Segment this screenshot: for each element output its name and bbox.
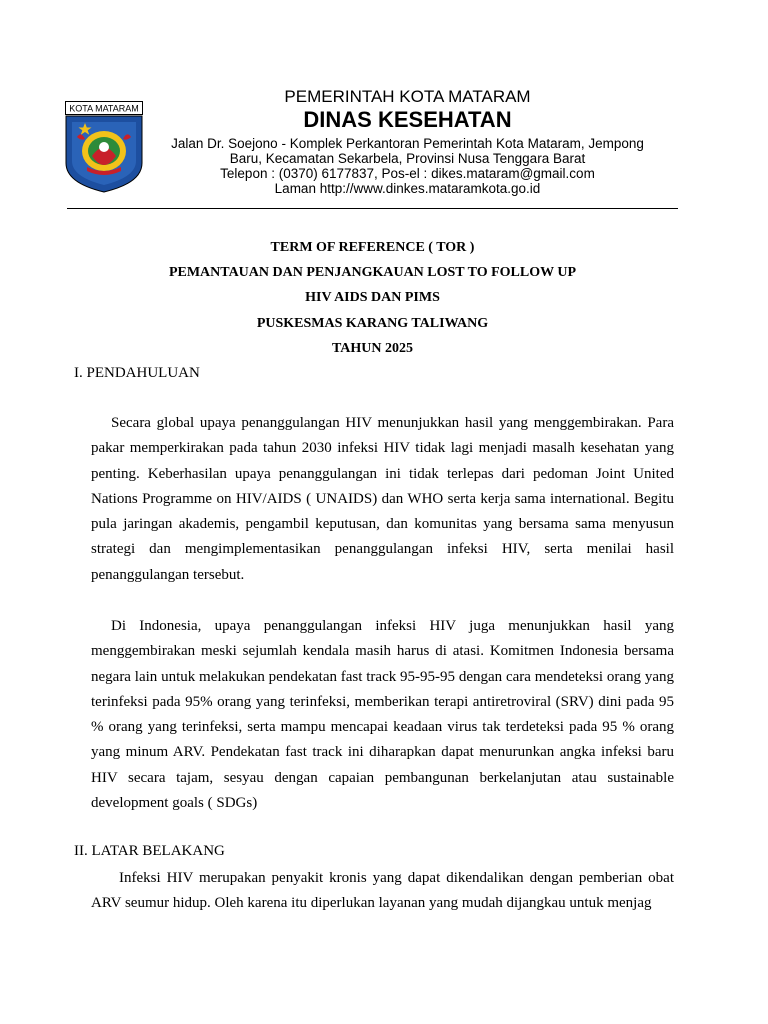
city-emblem-logo [65,101,143,193]
section-heading-pendahuluan: I. PENDAHULUAN [74,365,200,381]
document-title: PUSKESMAS KARANG TALIWANG [256,316,489,331]
section-heading-latar-belakang: II. LATAR BELAKANG [74,843,225,859]
logo-text: KOTA MATARAM [69,103,139,114]
website-line: Laman http://www.dinkes.mataramkota.go.id [274,181,541,196]
address-line: Jalan Dr. Soejono - Komplek Perkantoran Pemerintah Kota Mataram, Jempong [171,136,644,151]
document-title: TAHUN 2025 [331,341,414,356]
body-paragraph: Di Indonesia, upaya penanggulangan infeksi HIV juga menunjukkan hasil yang menggembirakan meski sejumlah kendala masih harus di atasi. Komitmen Indonesia bersama negara lain untuk melakukan pendekatan fast track 95-95-95 dengan cara mendeteksi orang yang terinfeksi pada 95% orang yang terinfeksi, memberikan terapi antiretroviral (SRV) dini pada 95 % orang yang terinfeksi, serta mampu mencapai keadaan virus tak terdeteksi pada 95 % orang yang minum ARV. Pendekatan fast track ini diharapkan dapat menurunkan angka infeksi baru HIV secara tajam, sesyau dengan capaian pembangunan berkelanjutan atau sustainable development goals ( SDGs) [91,618,674,812]
department-name: DINAS KESEHATAN [303,107,512,132]
body-paragraph: Infeksi HIV merupakan penyakit kronis yang dapat dikendalikan dengan pemberian obat ARV seumur hidup. Oleh karena itu diperlukan layanan yang mudah dijangkau untuk menjag [91,870,674,912]
government-name: PEMERINTAH KOTA MATARAM [284,87,531,106]
letterhead-divider [67,208,678,209]
document-title: TERM OF REFERENCE ( TOR ) [270,240,475,255]
body-paragraph: Secara global upaya penanggulangan HIV menunjukkan hasil yang menggembirakan. Para pakar memperkirakan pada tahun 2030 infeksi HIV tidak lagi menjadi masalh kesehatan yang penting. Keberhasilan upaya penanggulangan ini tidak terlepas dari pedoman Joint United Nations Programme on HIV/AIDS ( UNAIDS) dan WHO serta kerja sama international. Begitu pula jaringan akademis, pengambil keputusan, dan komunitas yang bersama sama menyusun strategi dan mengimplementasikan penanggulangan infeksi HIV, serta menilai hasil penanggulangan tersebut. [91,415,674,583]
contact-line: Telepon : (0370) 6177837, Pos-el : dikes.mataram@gmail.com [220,166,595,181]
document-title: PEMANTAUAN DAN PENJANGKAUAN LOST TO FOLLOW UP [168,265,577,280]
document-title: HIV AIDS DAN PIMS [305,290,440,305]
address-line: Baru, Kecamatan Sekarbela, Provinsi Nusa Tenggara Barat [229,151,586,166]
